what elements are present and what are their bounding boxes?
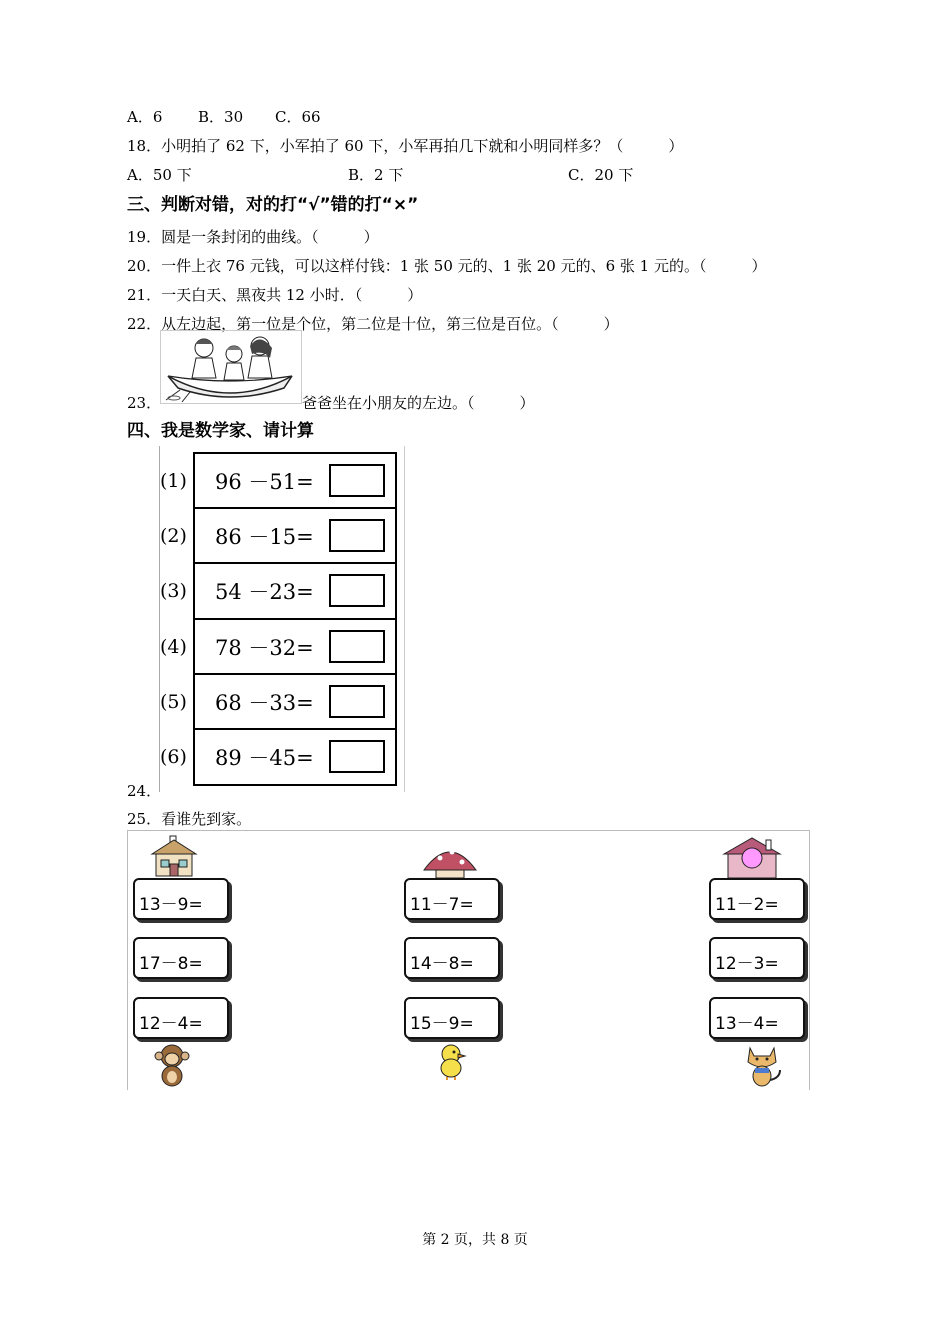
q24-row-label: (5): [160, 691, 187, 713]
q24-row-label: (4): [160, 636, 187, 658]
q25-expression-box[interactable]: [709, 878, 805, 920]
q25-expression-box[interactable]: [133, 878, 229, 920]
q19: 19．圆是一条封闭的曲线。（ ）: [127, 228, 379, 246]
q24-answer-box[interactable]: [329, 519, 385, 552]
q25-expression-box[interactable]: [404, 997, 500, 1039]
q25-expression: 13－9=: [139, 895, 203, 915]
q24-answer-box[interactable]: [329, 630, 385, 663]
q17-option-b: B．30: [198, 108, 244, 126]
q24-answer-box[interactable]: [329, 574, 385, 607]
q24-calc-table: [193, 452, 397, 786]
q25-expression-box[interactable]: [709, 937, 805, 979]
page-footer: 第 2 页，共 8 页: [422, 1232, 528, 1248]
q25-expression-box[interactable]: [709, 997, 805, 1039]
q24-expression: 78 －32=: [215, 636, 314, 660]
q20: 20．一件上衣 76 元钱，可以这样付钱：1 张 50 元的、1 张 20 元的、6 张 1 元的。（ ）: [127, 257, 767, 275]
q25-expression-box[interactable]: [133, 997, 229, 1039]
q24-row: [195, 454, 395, 509]
cat-icon: [740, 1042, 784, 1088]
q23-question: 爸爸坐在小朋友的左边。（ ）: [302, 394, 535, 412]
q24-row: [195, 730, 395, 784]
q24-expression: 96 －51=: [215, 470, 314, 494]
q18-question: 18．小明拍了 62 下，小军拍了 60 下，小军再拍几下就和小明同样多？（ ）: [127, 137, 684, 155]
q25-expression: 15－9=: [410, 1014, 474, 1034]
q24-row-label: (2): [160, 525, 187, 547]
q25-expression: 11－7=: [410, 895, 474, 915]
q17-option-c: C．66: [275, 108, 321, 126]
q25-expression: 12－3=: [715, 954, 779, 974]
cottage-house-icon: [148, 834, 200, 878]
q25-expression: 14－8=: [410, 954, 474, 974]
q24-row-label: (3): [160, 580, 187, 602]
q25-expression-box[interactable]: [404, 878, 500, 920]
q24-answer-box[interactable]: [329, 464, 385, 497]
q24-row: [195, 675, 395, 730]
q24-row: [195, 509, 395, 564]
q25-expression: 12－4=: [139, 1014, 203, 1034]
q24-expression: 89 －45=: [215, 746, 314, 770]
q24-row: [195, 620, 395, 675]
q22: 22．从左边起，第一位是个位，第二位是十位，第三位是百位。（ ）: [127, 315, 619, 333]
q24-row: [195, 564, 395, 620]
q18-option-b: B．2 下: [348, 166, 404, 184]
boat-family-illustration: [160, 330, 302, 404]
pink-house-icon: [722, 836, 782, 878]
q25-expression: 11－2=: [715, 895, 779, 915]
q25-expression: 13－4=: [715, 1014, 779, 1034]
section4-title: 四、我是数学家、请计算: [127, 421, 314, 441]
section3-title: 三、判断对错，对的打“√”错的打“×”: [127, 195, 419, 215]
q25-expression: 17－8=: [139, 954, 203, 974]
q18-option-c: C．20 下: [568, 166, 634, 184]
q21: 21．一天白天、黑夜共 12 小时．（ ）: [127, 286, 423, 304]
q17-option-a: A．6: [127, 108, 163, 126]
q24-expression: 54 －23=: [215, 580, 314, 604]
q24-number: 24．: [127, 782, 162, 800]
q23-number: 23．: [127, 394, 162, 412]
q25-expression-box[interactable]: [133, 937, 229, 979]
q25-question: 25．看谁先到家。: [127, 810, 252, 828]
monkey-icon: [150, 1042, 194, 1088]
q24-row-label: (6): [160, 746, 187, 768]
chick-icon: [434, 1042, 468, 1080]
q24-answer-box[interactable]: [329, 685, 385, 718]
q24-row-label: (1): [160, 470, 187, 492]
q24-expression: 86 －15=: [215, 525, 314, 549]
mushroom-house-icon: [422, 840, 478, 878]
q24-answer-box[interactable]: [329, 740, 385, 773]
q24-expression: 68 －33=: [215, 691, 314, 715]
q25-expression-box[interactable]: [404, 937, 500, 979]
q18-option-a: A．50 下: [127, 166, 192, 184]
